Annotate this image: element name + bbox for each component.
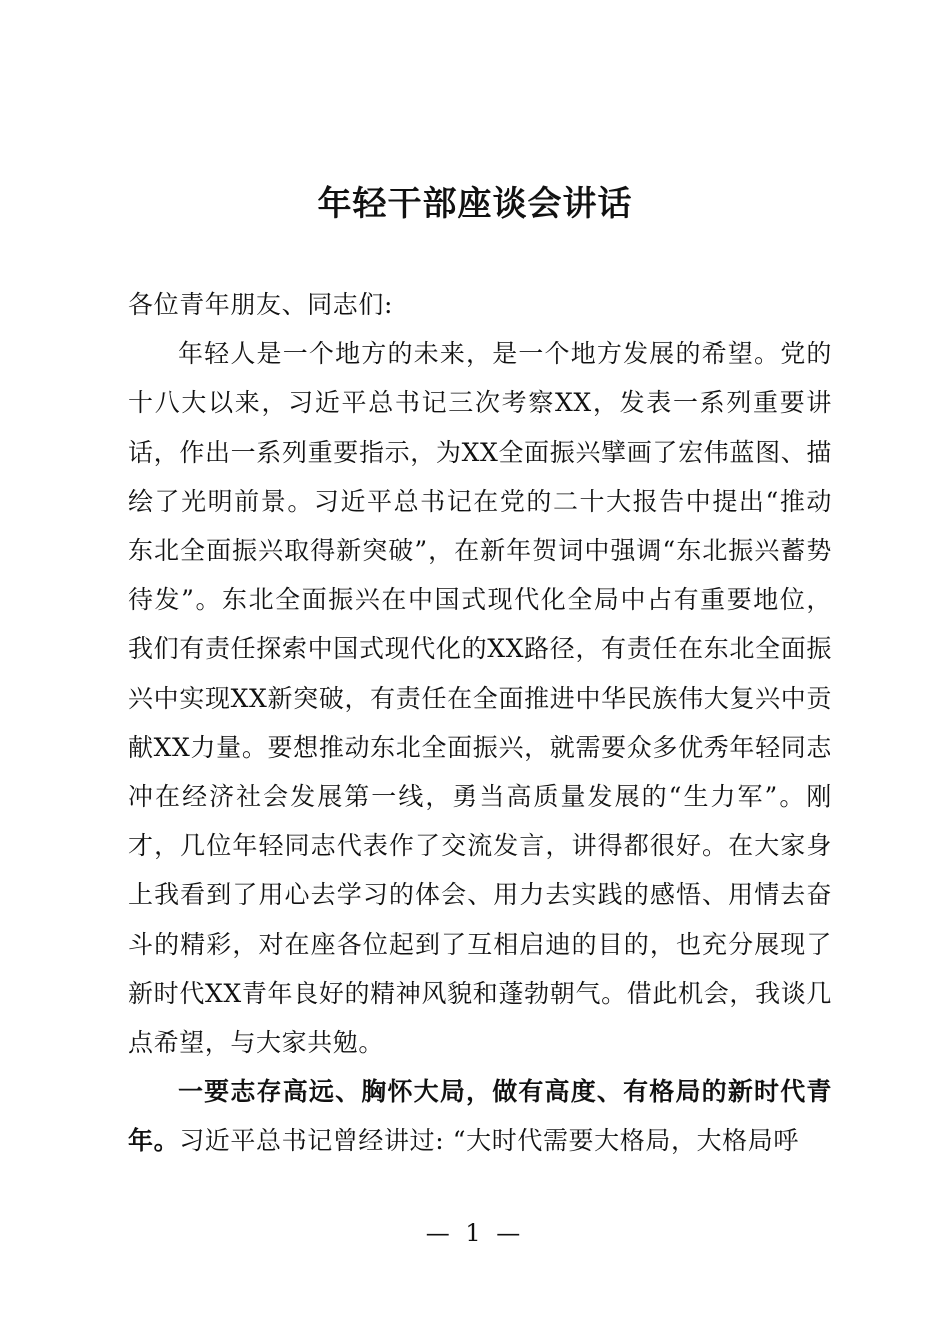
document-title: 年轻干部座谈会讲话 [317,184,633,224]
paragraph-2 [128,1067,832,1165]
paragraph-2-lead: 一要志存高远、胸怀大局，做有高度、有格局的新时代青年。 [128,1077,832,1156]
paragraph-1: 年轻人是一个地方的未来，是一个地方发展的希望。党的十八大以来，习近平总书记三次考察XX，发表一系列重要讲话，作出一系列重要指示，为XX全面振兴擘画了宏伟蓝图、描绘了光明前景。习近平总书记在党的二十大报告中提出“推动东北全面振兴取得新突破”，在新年贺词中强调“东北振兴蓄势待发”。东北全面振兴在中国式现代化全局中占有重要地位，我们有责任探索中国式现代化的XX路径，有责任在东北全面振兴中实现XX新突破，有责任在全面推进中华民族伟大复兴中贡献XX力量。要想推动东北全面振兴，就需要众多优秀年轻同志冲在经济社会发展第一线，勇当高质量发展的“生力军”。刚才，几位年轻同志代表作了交流发言，讲得都很好。在大家身上我看到了用心去学习的体会、用力去实践的感悟、用情去奋斗的精彩，对在座各位起到了互相启迪的目的，也充分展现了新时代XX青年良好的精神风貌和蓬勃朝气。借此机会，我谈几点希望，与大家共勉。 [128,339,832,1058]
paragraph-2-text: 习近平总书记曾经讲过: “大时代需要大格局，大格局呼 [179,1126,799,1156]
greeting-line: 各位青年朋友、同志们: [128,290,394,319]
document-body [128,280,832,1166]
page-number: — 1 — [425,1219,525,1247]
